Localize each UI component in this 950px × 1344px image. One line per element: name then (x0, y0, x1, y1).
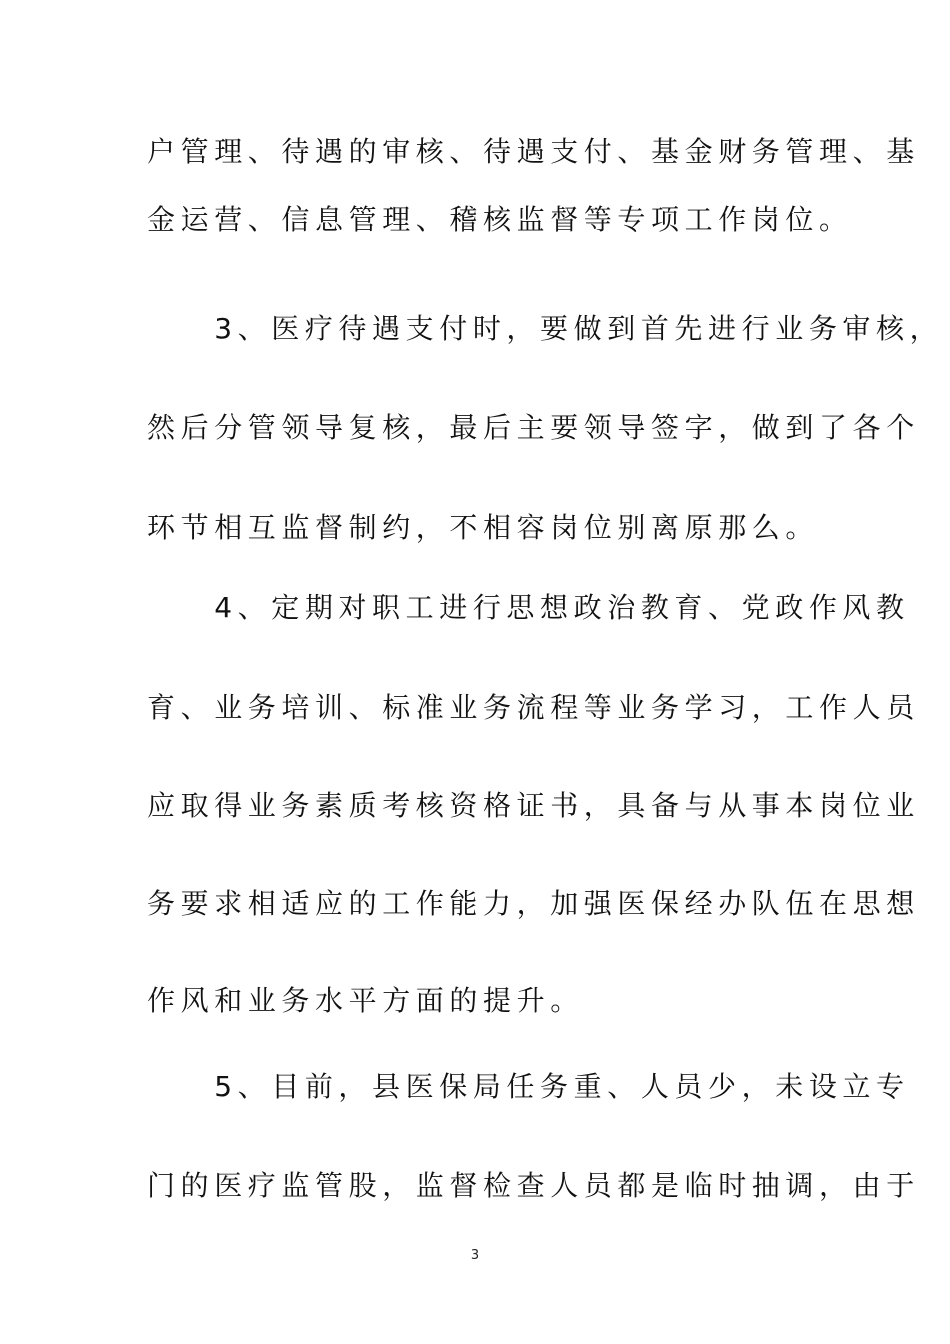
text-line: 应取得业务素质考核资格证书，具备与从事本岗位业 (147, 789, 920, 822)
text-line: 然后分管领导复核，最后主要领导签字，做到了各个 (147, 411, 920, 444)
text-line: 环节相互监督制约，不相容岗位别离原那么。 (147, 511, 820, 544)
text-line: 门的医疗监管股，监督检查人员都是临时抽调，由于 (147, 1169, 920, 1202)
text-line: 3、医疗待遇支付时，要做到首先进行业务审核， (147, 312, 944, 345)
text-line: 金运营、信息管理、稽核监督等专项工作岗位。 (147, 203, 853, 236)
text-line: 育、业务培训、标准业务流程等业务学习，工作人员 (147, 691, 920, 724)
text-line: 务要求相适应的工作能力，加强医保经办队伍在思想 (147, 887, 920, 920)
text-line: 4、定期对职工进行思想政治教育、党政作风教 (147, 591, 910, 624)
text-line: 作风和业务水平方面的提升。 (147, 984, 584, 1017)
text-line: 户管理、待遇的审核、待遇支付、基金财务管理、基 (147, 135, 920, 168)
page-number: 3 (470, 1248, 480, 1263)
text-line: 5、目前，县医保局任务重、人员少，未设立专 (147, 1070, 910, 1103)
